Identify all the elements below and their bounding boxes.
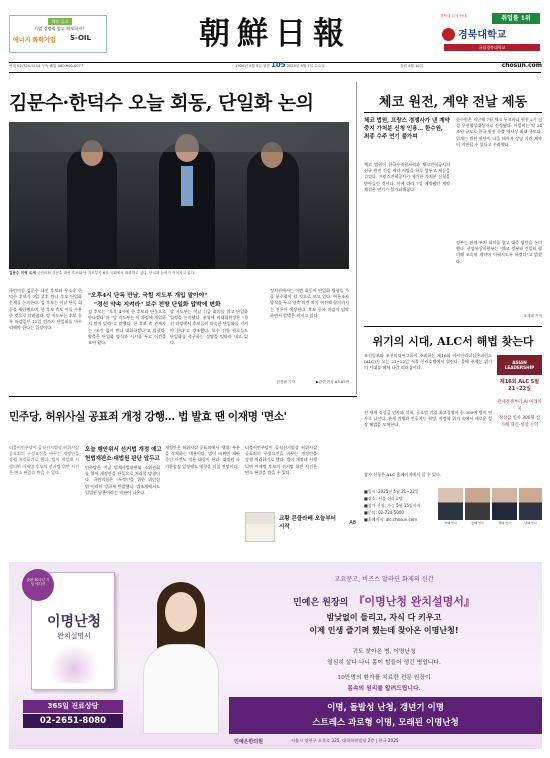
phone-label: 365일 진료상담: [23, 700, 123, 713]
speaker-photo: [465, 488, 490, 520]
speaker-name: 넷째 연사: [524, 521, 537, 525]
alc-note: 정상급 연사 300명 참가해 혁신·성장 논의: [498, 416, 541, 428]
person-shirt: [181, 166, 193, 206]
lead-subhead: "오후4시 단독 만남, 국힘 지도부 개입 말아야": [88, 293, 208, 299]
university-emblem-icon: [442, 28, 455, 41]
newspaper-title: 朝鮮日報: [199, 16, 351, 52]
ad-body: 귀도 찾아온 병, 이명난청: [352, 649, 416, 655]
speaker-name: 셋째 연사: [498, 521, 511, 525]
event-column: 전 세계 정상급 인사와 석학, 글로벌 기업 최고경영자 등 300여 명이 연사로 나선다. 관세 전쟁과 인공지능 혁명, 지정학 위기 속에서 새로운 성장 해법을 모색한다.: [364, 410, 492, 428]
list-item: ■문의: 02-724-5000: [364, 510, 404, 515]
ad-body: 10만명의 환자를 치료한 전문 원장이: [337, 675, 431, 681]
lead-column: 당 지도부는 이날 긴급 회의를 열고 단일화 일정을 논의했다. 권영세 비대위원장은 "경선 과정에서 후보들이 약속한 단일화를 지켜야 한다"고 강조했다. 보수 진영 원로들도 단일화를 촉구하는 성명을 잇따라 내고 있다.: [170, 309, 248, 346]
speaker-photo: [438, 488, 463, 520]
list-item: ■일시: 2025년 5월 21~22일: [364, 489, 419, 494]
lead-byline: 김경필 기자: [276, 380, 295, 384]
rule: [364, 112, 542, 113]
s-oil-logo: S-OIL: [70, 34, 91, 42]
site-link[interactable]: chosun.com: [501, 62, 542, 69]
event-column: 참가 신청은 ALC 홈페이지에서 할 수 있다.: [364, 472, 442, 477]
ad-line: 이제 인생 즐기려 했는데 찾아온 이명난청!: [309, 626, 459, 635]
book-badge: 출판 30주년 기념 에디션: [22, 569, 54, 601]
masthead-left-ad[interactable]: 채용 공고 기업 경쟁력 업고 확보하자! 에너지 화학기업 S-OIL: [9, 15, 107, 53]
speaker-photo: [519, 488, 542, 520]
speaker-photo: [492, 488, 517, 520]
ad-body: 열심히 살다 나니 몸이 힘들어 생긴 병입니다.: [327, 660, 441, 666]
ad-badge: 채용 공고: [48, 18, 72, 25]
alc-note: 관세전쟁부터 AI 미래까지: [497, 400, 542, 412]
phone-number[interactable]: 02-2651-8080: [23, 714, 123, 728]
speaker-name: 첫째 연사: [444, 521, 457, 525]
rule: [9, 72, 541, 73]
side-note[interactable]: 교황 콘클라베 오늘부터 시작: [279, 516, 336, 530]
background-crowd: [9, 122, 349, 152]
rule: [9, 396, 357, 397]
right-column: 체코 법원이 한국수력원자력과 체코전력공사의 신규 원전 건설 계약 서명을 하루 앞두고 제동을 걸었다. 프랑스전력공사가 제기한 가처분 신청을 받아들인 것이다. 이에 따라 7일 예정됐던 계약 체결은 연기가 불가피해졌다.: [364, 162, 450, 192]
related-link[interactable]: ▶관련 기사 A3·A5면: [315, 380, 349, 384]
event-column: 조선일보와 조선미디어그룹이 주최하는 제16회 아시안리더십콘퍼런스(ALC)가 오는 21~22일 서울 신라호텔에서 열린다. 올해 주제는 위기의 시대를 헤쳐 나갈 리더십이다.: [364, 353, 492, 371]
dateline-right: 음력 4월 10일: [400, 64, 424, 68]
right-column: 정부는 관계 부처 회의를 열고 대응 방안을 논의했다. 산업통상자원부는 "체코 정부와 긴밀히 협의해 조속히 계약이 이뤄지도록 하겠다"고 밝혔다.: [456, 240, 542, 264]
event-bullets: [364, 488, 436, 523]
rule: [364, 326, 542, 327]
clinic-address: 서울시 양천구 오목로 325, 대학학원빌딩 2층 | 한국 2025: [291, 738, 399, 743]
list-item: ■참가 신청: 가능 5월 15일까지: [364, 503, 421, 508]
lead-headline[interactable]: 김문수·한덕수 오늘 회동, 단일화 논의: [9, 92, 314, 114]
lead-column: 김 후보는 "오후 4시에 한 후보와 단독으로 만나겠다"며 "당 지도부는 이 과정에 개입하지 말아 달라"고 말했다. 한 후보 측 관계자는 "조건 없이 만나 대화하겠다"고 밝혔다. 양측은 단일화 방식과 시기를 두고 이견을 보여 왔다.: [88, 309, 166, 346]
second-column: 개정안은 허위사실 공표죄에서 '행위' 부분을 삭제하는 내용이다. 법이 바뀌면 재판 중인 사건도 적용 대상이 된다. 대법원 파기환송심 일정에도 영향을 미칠 전망이다.: [165, 445, 240, 469]
right-headline[interactable]: 체코 원전, 계약 전날 제동: [378, 95, 528, 110]
issue-number: 105: [270, 61, 286, 69]
right-subhead: 체코 법원, 프랑스 경쟁사가 낸 계약 중지 가처분 신청 인용… 한수원, 최종 수주 연기 불가피: [364, 118, 450, 140]
photo-caption: 김문수 지역 유세 국민의힘 김문수 대선 후보와 당 지도부가 6일 국회에서 대화하고 있다. 단일화 논의가 이어지고 있다.: [9, 271, 196, 275]
second-subhead-2: 헌법재판소·대법원 판단 앞두고: [85, 456, 160, 462]
ad-body: 몸속의 원리를 알려드립니다.: [347, 686, 421, 692]
ad-line: 밤낮없이 들리고, 자식 다 키우고: [326, 613, 442, 622]
second-column: 민주당은 이날 법제사법위원회 소위원회를 열어 개정안을 단독으로 처리할 방침이다. 국민의힘은 "특정인을 위한 위인설법"이라며 강하게 반발했다. 법조계에서도 입법권 남용이라는 비판이 나온다.: [85, 465, 160, 495]
dateline-center: 1920년 3월 5일 창간 105 2025년 5월 7일 수요일: [235, 61, 325, 69]
ad-top-line: 고요문고, 비즈스 알라딘 화제의 신간: [334, 576, 434, 583]
second-column: 더불어민주당이 공직선거법상 허위사실 공표죄의 구성요건을 바꾸는 개정안을 강행 처리하기로 했다. 법이 개정돼 시행되면 이재명 후보의 선거법 위반 사건은 면소 판결을 받을 수 있다.: [9, 445, 79, 475]
doctor-photo: [139, 582, 224, 734]
ad-bottom-banner: 이명, 돌발성 난청, 갱년기 이명 스트레스 과로형 이명, 모래된 이명난청: [229, 697, 542, 734]
ad-title: 민예은 원장의 『이명난청 완치설명서』: [293, 595, 475, 608]
list-item: ■장소: 서울 신라호텔: [364, 496, 403, 501]
clinic-name: 민예은한의원: [234, 739, 263, 745]
doctor-coat: [143, 644, 219, 734]
list-item[interactable]: ■홈페이지: alc.chosun.com: [364, 517, 418, 522]
masthead: [0, 0, 550, 62]
alc-date: 제16회 ALC 5월 21~22일: [499, 379, 540, 392]
book-illustration: [46, 647, 102, 683]
second-subhead: 오늘 행안위서 선거법 개정 예고: [85, 447, 162, 453]
masthead-right-ad[interactable]: 경북대 입시 안내 취업률 1위 경북대학교 국립경북대학교: [440, 13, 542, 55]
lead-column: 정치권에서는 이번 회동이 단일화 방향을 가를 분수령이 될 것으로 보고 있다. 여론조사 방식을 두고 양측 의견 차가 여전해 합의까지는 진통이 예상된다. 후보 등록 마감이 임박하면서 압박은 커지고 있다.: [270, 288, 349, 318]
pope-thumbnail[interactable]: [245, 512, 275, 542]
book-cover: 출판 30주년 기념 에디션 이명난청 완치설명서: [31, 572, 115, 690]
second-column: 더불어민주당이 공직선거법상 허위사실 공표죄의 구성요건을 바꾸는 개정안을 강행 처리하기로 했다. 법이 개정돼 시행되면 이재명 후보의 선거법 위반 사건은 면소 판결을 받을 수 있다.: [245, 445, 317, 475]
bottom-ad[interactable]: [9, 562, 542, 749]
ad-badge-rank: 취업률 1위: [492, 13, 540, 24]
right-column: 한수원은 지난해 7월 체코 두코바니 원전 2기 건설 우선협상대상자로 선정됐다. 사업비는 약 24조원 규모로 한국 원전 수출 역사상 최대 규모다. 업계는 법원 판단이 나올 때까지 상당 기간 계약이 지연될 수 있다고 우려했다.: [456, 117, 542, 147]
doctor-face: [165, 592, 197, 632]
side-note-page: A8: [349, 520, 356, 526]
second-headline[interactable]: 민주당, 허위사실 공표죄 개정 강행… 법 발효 땐 이재명 '면소': [9, 410, 287, 423]
lead-photo[interactable]: [9, 122, 349, 269]
alc-logo-box[interactable]: ASIAN LEADERSHIP: [497, 355, 542, 375]
column-divider: [356, 82, 357, 394]
speaker-name: 둘째 연사: [471, 521, 484, 525]
event-headline[interactable]: 위기의 시대, ALC서 해법 찾는다: [372, 335, 534, 348]
lead-subhead-2: "경선 약속 지켜라" 보수 전방 단일화 압박에 변화: [94, 302, 221, 308]
dateline-left: 안내 02)724-5114 구독·배달 080-900-0077: [9, 64, 84, 68]
right-byline: 조재희 기자: [523, 314, 542, 318]
lead-column: 국민의힘 김문수 대선 후보와 무소속 한덕수 후보가 7일 오후 만나 후보 단일화 문제를 논의한다. 김 후보는 이날 단독 회동을 제안했으며, 한 후보 측도 이를 수용한 것으로 알려졌다. 당 지도부는 후보 등록 마감일인 11일 전까지 단일화를 마무리해야 한다는 입장이다.: [9, 288, 82, 331]
